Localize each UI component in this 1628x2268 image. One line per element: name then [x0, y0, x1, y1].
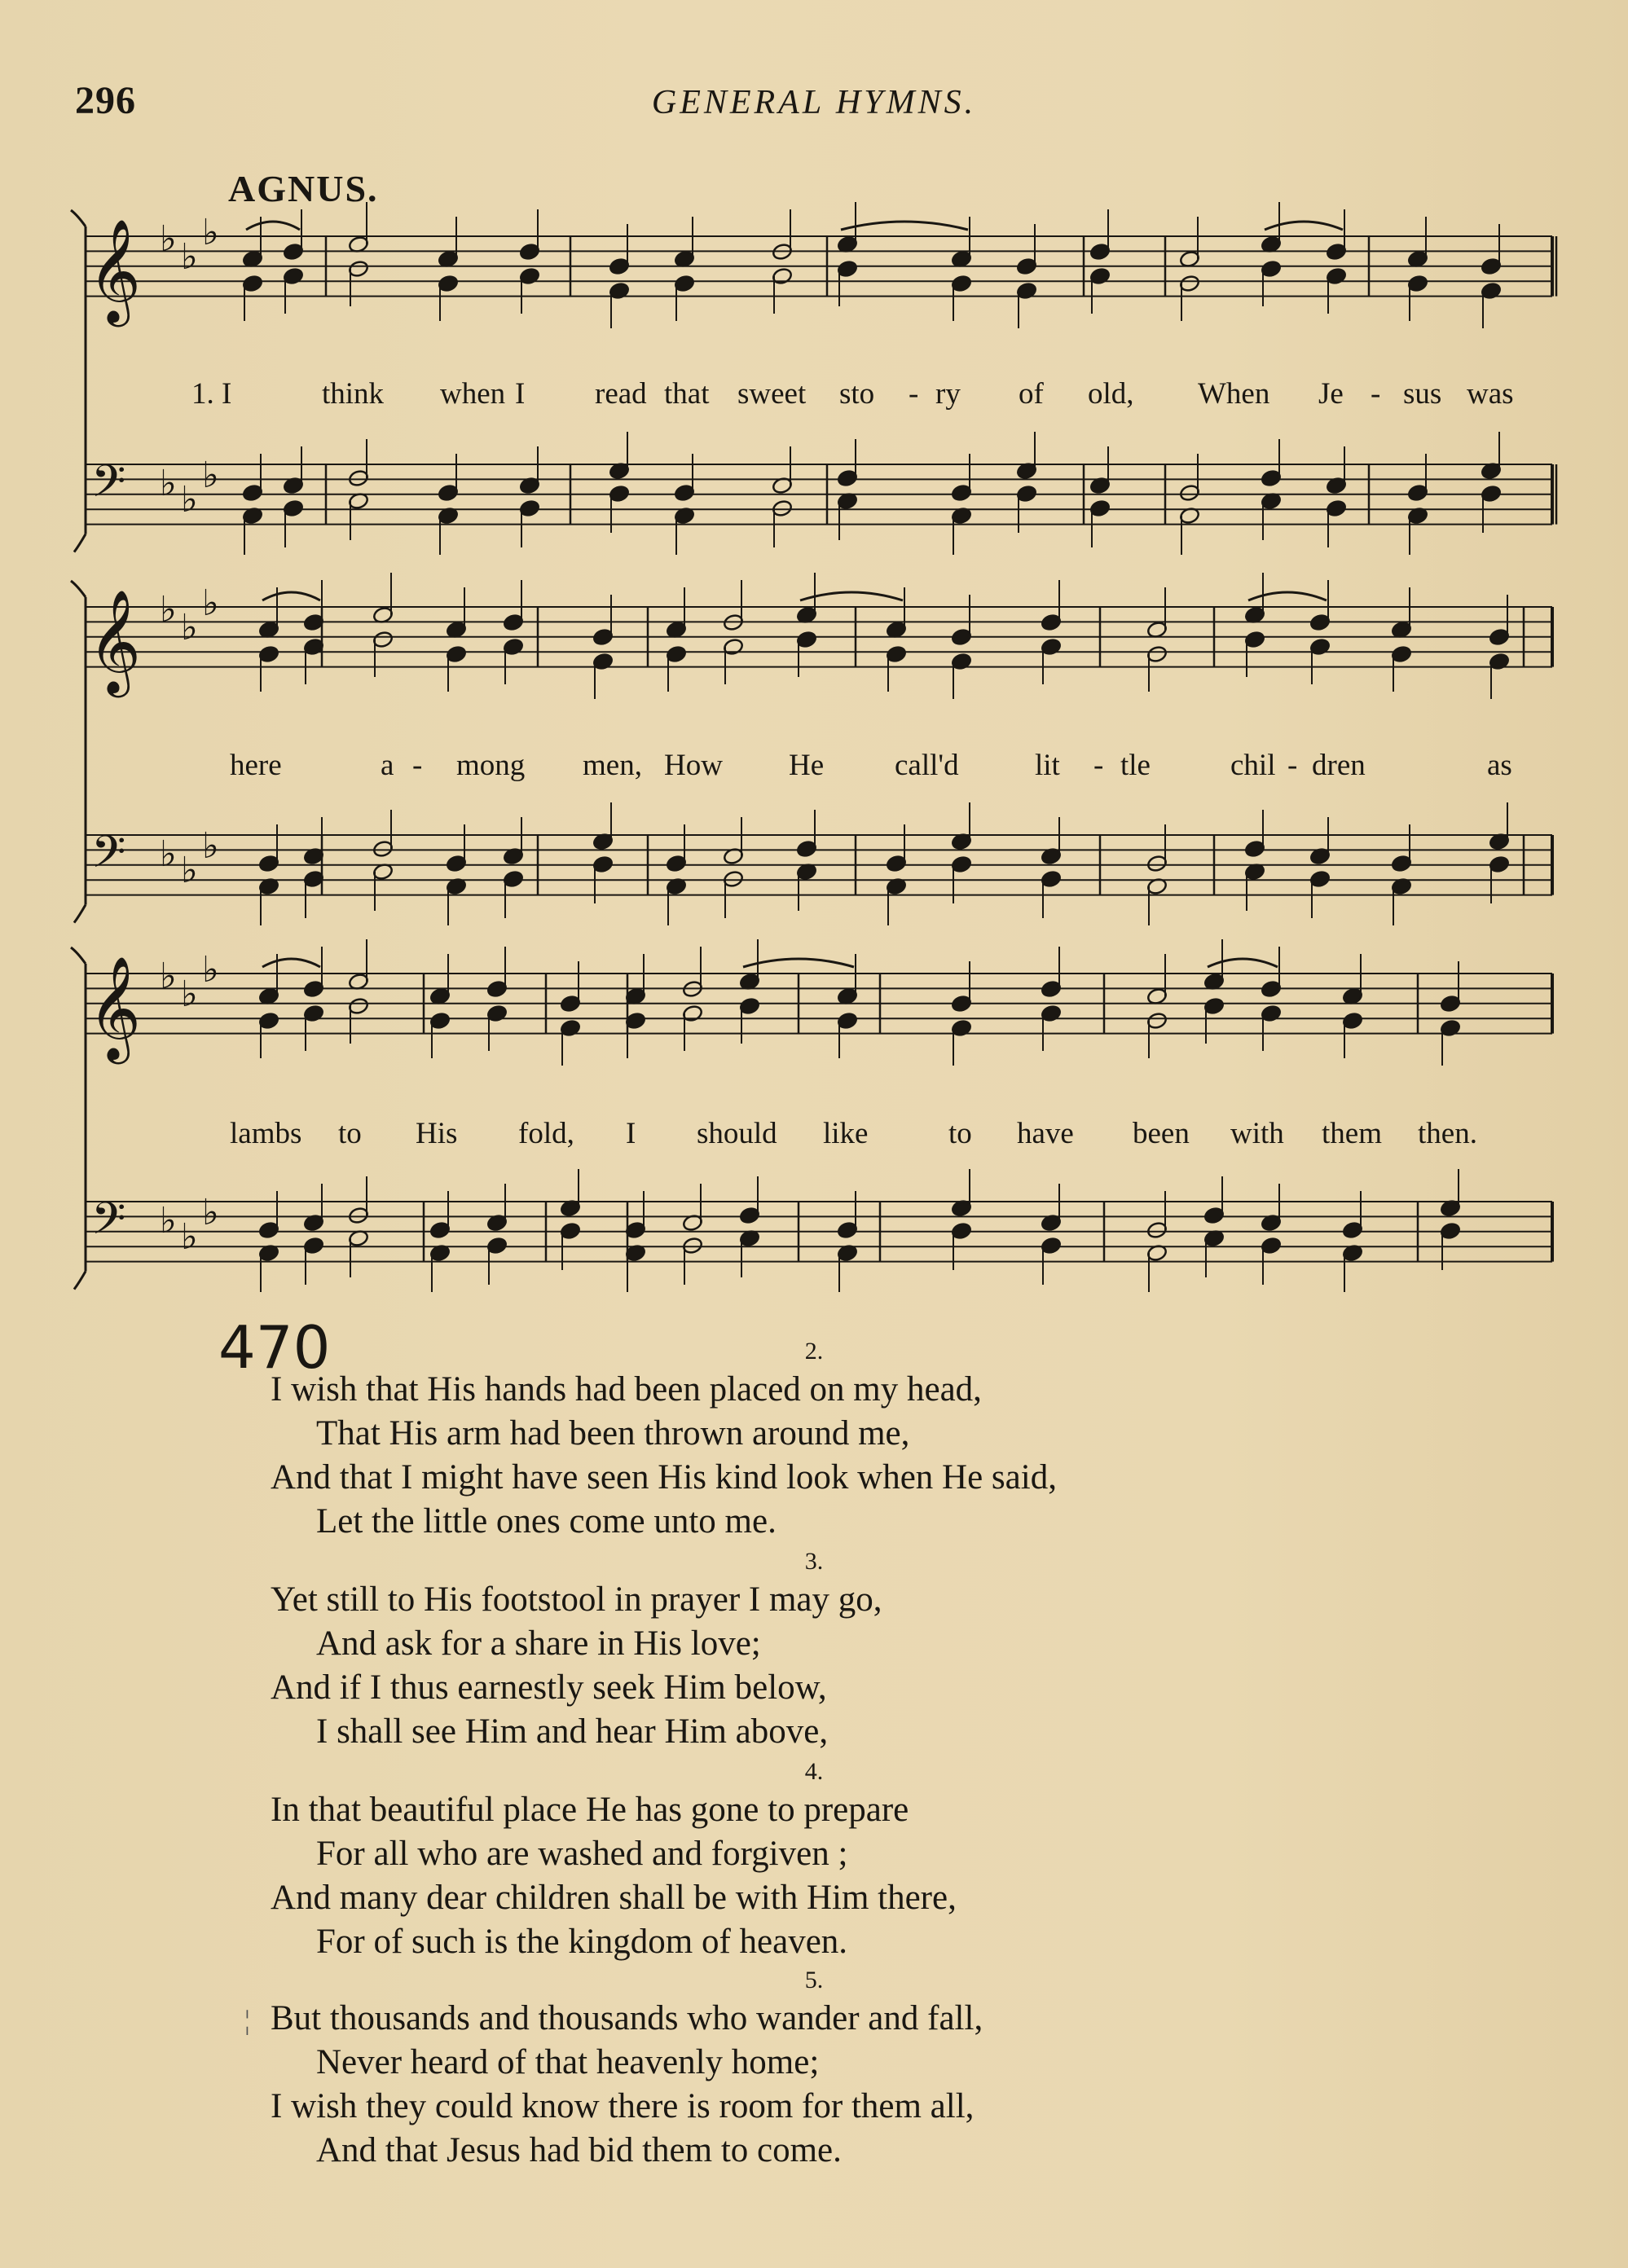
verse-line: For of such is the kingdom of heaven.: [316, 1923, 848, 1961]
lyric-syllable: then.: [1418, 1117, 1477, 1150]
lyric-syllable: been: [1133, 1117, 1190, 1150]
lyric-syllable: was: [1467, 377, 1514, 411]
stanza-number: 4.: [804, 1758, 824, 1785]
verse-line: Yet still to His footstool in prayer I may go,: [271, 1580, 882, 1619]
flat-sign: ♭: [160, 590, 177, 630]
lyric-syllable: lambs: [230, 1117, 302, 1150]
lyric-syllable: have: [1017, 1117, 1074, 1150]
lyric-syllable: lit: [1035, 749, 1060, 782]
lyric-syllable: old,: [1088, 377, 1134, 411]
lyric-syllable: a: [381, 749, 394, 782]
flat-sign: ♭: [181, 850, 198, 890]
flat-sign: ♭: [202, 455, 219, 495]
lyric-syllable: when: [440, 377, 506, 411]
lyric-syllable: fold,: [518, 1117, 574, 1150]
flat-sign: ♭: [160, 834, 177, 874]
lyric-syllable: -: [1093, 749, 1104, 782]
bass-clef: 𝄢: [91, 455, 126, 518]
bracket-hook: [74, 534, 86, 552]
bracket-hook: [71, 581, 86, 597]
verse-line: And if I thus earnestly seek Him below,: [271, 1668, 827, 1707]
slur: [743, 959, 854, 967]
lyric-syllable: 1. I: [191, 377, 232, 411]
stanza-number: 5.: [804, 1967, 824, 1993]
verse-line: I shall see Him and hear Him above,: [316, 1712, 829, 1751]
verse-line: And that I might have seen His kind look when He said,: [271, 1458, 1057, 1497]
lyric-syllable: His: [416, 1117, 458, 1150]
lyric-syllable: -: [909, 377, 919, 411]
flat-sign: ♭: [160, 219, 177, 259]
slur: [841, 222, 968, 230]
verse-line: That His arm had been thrown around me,: [316, 1414, 910, 1453]
flat-sign: ♭: [202, 213, 219, 253]
lyric-syllable: them: [1322, 1117, 1382, 1150]
bracket-hook: [74, 1272, 86, 1290]
lyric-syllable: with: [1230, 1117, 1284, 1150]
flat-sign: ♭: [181, 974, 198, 1014]
lyric-syllable: -: [1371, 377, 1381, 411]
lyric-syllable: that: [664, 377, 710, 411]
lyric-syllable: call'd: [895, 749, 959, 782]
bass-clef: 𝄢: [91, 826, 126, 889]
lyric-syllable: dren: [1312, 749, 1366, 782]
lyric-syllable: should: [697, 1117, 777, 1150]
verse-line: I wish they could know there is room for them all,: [271, 2087, 975, 2125]
bass-clef: 𝄢: [91, 1193, 126, 1255]
treble-clef: 𝄞: [88, 218, 142, 323]
lyric-syllable: I: [626, 1117, 636, 1150]
lyric-syllable: chil: [1230, 749, 1276, 782]
flat-sign: ♭: [202, 1193, 219, 1233]
lyric-syllable: as: [1487, 749, 1512, 782]
lyric-syllable: -: [412, 749, 423, 782]
flat-sign: ♭: [181, 1217, 198, 1257]
lyric-syllable: When: [1198, 377, 1270, 411]
slur: [1248, 592, 1327, 600]
lyric-syllable: men,: [583, 749, 642, 782]
lyric-syllable: of: [1019, 377, 1044, 411]
verse-line: For all who are washed and forgiven ;: [316, 1835, 848, 1873]
verse-line: And that Jesus had bid them to come.: [316, 2131, 842, 2169]
verse-line: And ask for a share in His love;: [316, 1624, 761, 1663]
flat-sign: ♭: [181, 480, 198, 520]
bracket-hook: [71, 947, 86, 964]
lyric-syllable: sus: [1403, 377, 1442, 411]
slur: [262, 959, 320, 967]
flat-sign: ♭: [181, 608, 198, 648]
slur: [246, 222, 300, 230]
flat-sign: ♭: [160, 1201, 177, 1241]
stanza-number: 2.: [804, 1338, 824, 1365]
lyric-syllable: He: [789, 749, 825, 782]
bracket-hook: [71, 210, 86, 226]
lyric-syllable: like: [823, 1117, 869, 1150]
flat-sign: ♭: [160, 956, 177, 996]
treble-clef: 𝄞: [88, 955, 142, 1060]
treble-clef: 𝄞: [88, 588, 142, 693]
lyric-syllable: Je: [1318, 377, 1344, 411]
verse-line: And many dear children shall be with Him there,: [271, 1879, 957, 1917]
lyric-syllable: here: [230, 749, 282, 782]
lyric-syllable: think: [322, 377, 385, 411]
margin-mark: ¦: [244, 2006, 250, 2036]
lyric-syllable: -: [1287, 749, 1298, 782]
lyric-syllable: read: [595, 377, 647, 411]
lyric-syllable: ry: [935, 377, 961, 411]
slur: [1208, 959, 1278, 967]
running-head: GENERAL HYMNS.: [651, 84, 977, 121]
slur: [1265, 222, 1343, 230]
flat-sign: ♭: [202, 583, 219, 623]
lyric-syllable: to: [338, 1117, 362, 1150]
verse-line: Let the little ones come unto me.: [316, 1502, 777, 1541]
lyric-syllable: tle: [1120, 749, 1151, 782]
tune-name: AGNUS.: [228, 168, 379, 209]
lyric-syllable: I: [515, 377, 526, 411]
flat-sign: ♭: [202, 826, 219, 866]
lyric-syllable: sweet: [737, 377, 807, 411]
verse-line: I wish that His hands had been placed on my head,: [271, 1370, 982, 1409]
lyric-syllable: to: [948, 1117, 972, 1150]
lyric-syllable: How: [664, 749, 723, 782]
verse-line: In that beautiful place He has gone to prepare: [271, 1791, 909, 1829]
verse-line: But thousands and thousands who wander and fall,: [271, 1999, 983, 2037]
verse-line: Never heard of that heavenly home;: [316, 2043, 820, 2081]
page-number: 296: [75, 79, 136, 122]
stanza-number: 3.: [804, 1548, 824, 1575]
bracket-hook: [74, 905, 86, 923]
lyric-syllable: mong: [456, 749, 526, 782]
flat-sign: ♭: [202, 950, 219, 990]
lyric-syllable: sto: [839, 377, 875, 411]
flat-sign: ♭: [160, 464, 177, 503]
slur: [262, 592, 320, 600]
flat-sign: ♭: [181, 237, 198, 277]
hymn-number: 470: [218, 1313, 331, 1382]
